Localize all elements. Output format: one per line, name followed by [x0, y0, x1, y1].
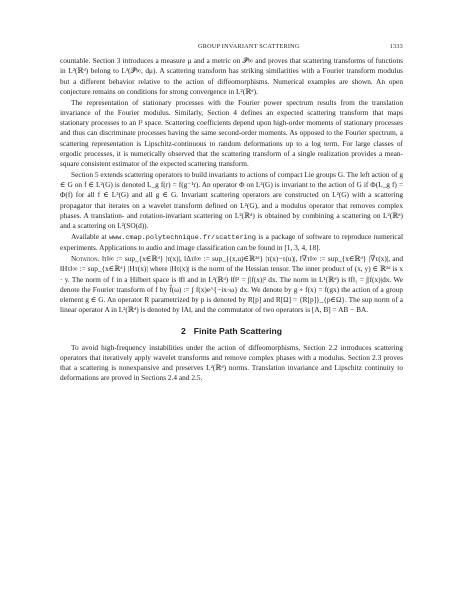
page-number: 1333 [389, 43, 403, 50]
paragraph-4 [60, 232, 403, 254]
software-url[interactable]: www.cmap.polytechnique.fr/scattering [109, 234, 256, 243]
body-text [60, 56, 403, 384]
available-prefix: Available at [71, 232, 110, 242]
running-title: GROUP INVARIANT SCATTERING [198, 43, 300, 50]
notation-text: ‖τ‖∞ := sup_{x∈ℝᵈ} |τ(x)|, ‖Δτ‖∞ := sup_{(x,u)∈ℝ²ᵈ} |τ(x)−τ(u)|, ‖∇τ‖∞ := sup_{x∈ℝᵈ} |∇τ(x)|, and ‖Hτ‖∞ := sup_{x∈ℝᵈ} |Hτ(x)| where |Hτ(x)| is the norm of the Hessian tensor. The inner product of (x, y) ∈ ℝ²ᵈ is x · y. The norm of f in a Hilbert space is ‖f‖ and in L²(ℝᵈ) ‖f‖² = ∫|f(x)|² dx. The norm in L¹(ℝᵈ) is ‖f‖₁ = ∫|f(x)|dx. We denote the Fourier transform of f by f̂(ω) := ∫ f(x)e^{−ix·ω} dx. We denote by g ∘ f(x) = f(gx) the action of a group element g ∈ G. An operator R parametrized by p is denoted by R[p] and R[Ω] = {R[p]}_{p∈Ω}. The sup norm of a linear operator A in L²(ℝᵈ) is denoted by ‖A‖, and the commutator of two operators is [A, B] = AB − BA. [60, 254, 403, 315]
section-title: Finite Path Scattering [193, 325, 283, 336]
section-number: 2 [180, 325, 186, 336]
available-suffix: is a package of software to reproduce numerical experiments. Applications to audio and image classification can be found in [1, 3, 4, 18]. [60, 232, 403, 253]
notation-label: Notation. [71, 254, 100, 264]
paragraph-5: To avoid high-frequency instabilities under the action of diffeomorphisms, Section 2.2 introduces scattering operators that iteratively apply wavelet transforms and remove complex phases with a modulus. Section 2.3 proves that a scattering is nonexpansive and preserves L²(ℝᵈ) norms. Translation invariance and Lipschitz continuity to deformations are proved in Sections 2.4 and 2.5. [60, 342, 403, 383]
notation-paragraph [60, 254, 403, 316]
paragraph-1: countable. Section 3 introduces a measure μ and a metric on 𝒫̄∞ and proves that scattering transforms of functions in L²(ℝᵈ) belong to L²(𝒫̄∞, dμ). A scattering transform has striking similarities with a Fourier transform modulus but a different behavior relative to the action of diffeomorphisms. Numerical examples are shown. An open conjecture remains on conditions for strong convergence in L²(ℝᵈ). [60, 56, 403, 96]
paragraph-2: The representation of stationary processes with the Fourier power spectrum results from the translation invariance of the Fourier modulus. Similarly, Section 4 defines an expected scattering transform that maps stationary processes to an l² space. Scattering coefficients depend upon high-order moments of stationary processes and thus can discriminate processes having the same second-order moments. As opposed to the Fourier spectrum, a scattering representation is Lipschitz-continuous to random deformations up to a log term. For large classes of ergodic processes, it is numerically observed that the scattering transform of a single realization provides a mean-square consistent estimator of the expected scattering transform. [60, 97, 403, 169]
paragraph-3: Section 5 extends scattering operators to build invariants to actions of compact Lie groups G. The left action of g ∈ G on f ∈ L²(G) is denoted L_g f(r) = f(g⁻¹r). An operator Φ on L²(G) is invariant to the action of G if Φ(L_g f) = Φ(f) for all f ∈ L²(G) and all g ∈ G. Invariant scattering operators are constructed on L²(G) with a scattering propagator that iterates on a wavelet transform defined on L²(G), and a modulus operator that removes complex phases. A translation- and rotation-invariant scattering on L²(ℝᵈ) is obtained by combining a scattering on L²(ℝᵈ) and a scattering on L²(SO(d)). [60, 169, 403, 231]
section-heading [60, 326, 403, 336]
